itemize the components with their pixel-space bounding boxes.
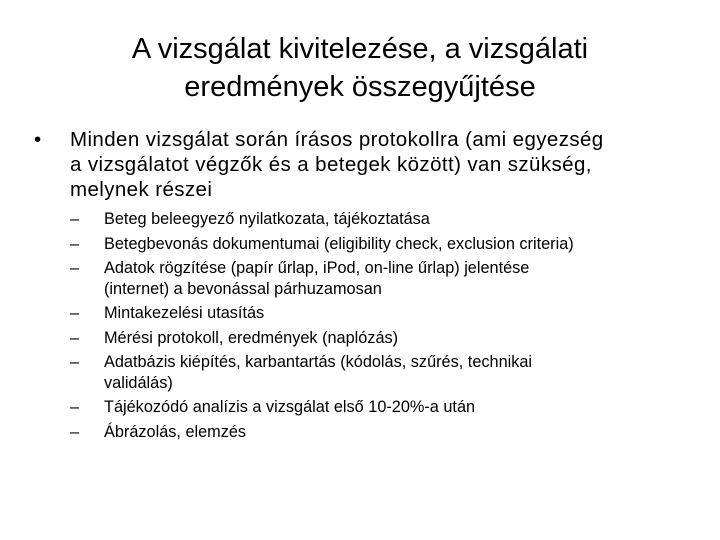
sub-bullet-item bbox=[70, 422, 710, 443]
sub-bullet-line: Adatbázis kiépítés, karbantartás (kódolás, szűrés, technikai bbox=[104, 353, 533, 371]
dash-icon: – bbox=[70, 422, 80, 441]
bullet-dot-icon: • bbox=[34, 128, 42, 151]
sub-bullet-line: Ábrázolás, elemzés bbox=[104, 422, 247, 441]
slide-title-line: A vizsgálat kivitelezése, a vizsgálati bbox=[131, 33, 589, 65]
sub-bullet-item bbox=[70, 397, 710, 418]
slide-title bbox=[40, 30, 680, 106]
sub-bullet-line: Mérési protokoll, eredmények (naplózás) bbox=[104, 328, 399, 347]
dash-icon: – bbox=[70, 398, 80, 416]
sub-bullet-line: Betegbevonás dokumentumai (eligibility check, exclusion criteria) bbox=[104, 234, 574, 253]
dash-icon: – bbox=[70, 259, 80, 277]
main-bullet-line: Minden vizsgálat során írásos protokollra (ami egyezség bbox=[70, 128, 604, 151]
slide-title-line: eredmények összegyűjtése bbox=[184, 71, 536, 103]
sub-bullet-item bbox=[70, 352, 710, 393]
sub-bullet-item bbox=[70, 234, 710, 255]
main-bullet-text bbox=[70, 127, 704, 202]
main-bullet-line: a vizsgálatot végzők és a betegek között) van szükség, bbox=[70, 153, 592, 176]
sub-bullet-item bbox=[70, 209, 710, 230]
sub-bullet-item bbox=[70, 258, 710, 299]
sub-bullet-line: Mintakezelési utasítás bbox=[104, 304, 265, 322]
main-bullet-line: melynek részei bbox=[70, 178, 213, 201]
sub-bullet-list bbox=[70, 209, 710, 446]
sub-bullet-item bbox=[70, 303, 710, 324]
dash-icon: – bbox=[70, 328, 80, 347]
dash-icon: – bbox=[70, 234, 80, 253]
sub-bullet-line: Adatok rögzítése (papír űrlap, iPod, on-line űrlap) jelentése bbox=[104, 259, 530, 277]
sub-bullet-line: Beteg beleegyező nyilatkozata, tájékoztatása bbox=[104, 210, 430, 228]
sub-bullet-item bbox=[70, 328, 710, 349]
dash-icon: – bbox=[70, 210, 80, 228]
sub-bullet-line: Tájékozódó analízis a vizsgálat első 10-20%-a után bbox=[104, 398, 476, 416]
main-bullet bbox=[34, 127, 704, 202]
sub-bullet-line: validálás) bbox=[104, 373, 173, 392]
sub-bullet-line: (internet) a bevonással párhuzamosan bbox=[104, 279, 382, 298]
dash-icon: – bbox=[70, 353, 80, 371]
dash-icon: – bbox=[70, 304, 80, 322]
